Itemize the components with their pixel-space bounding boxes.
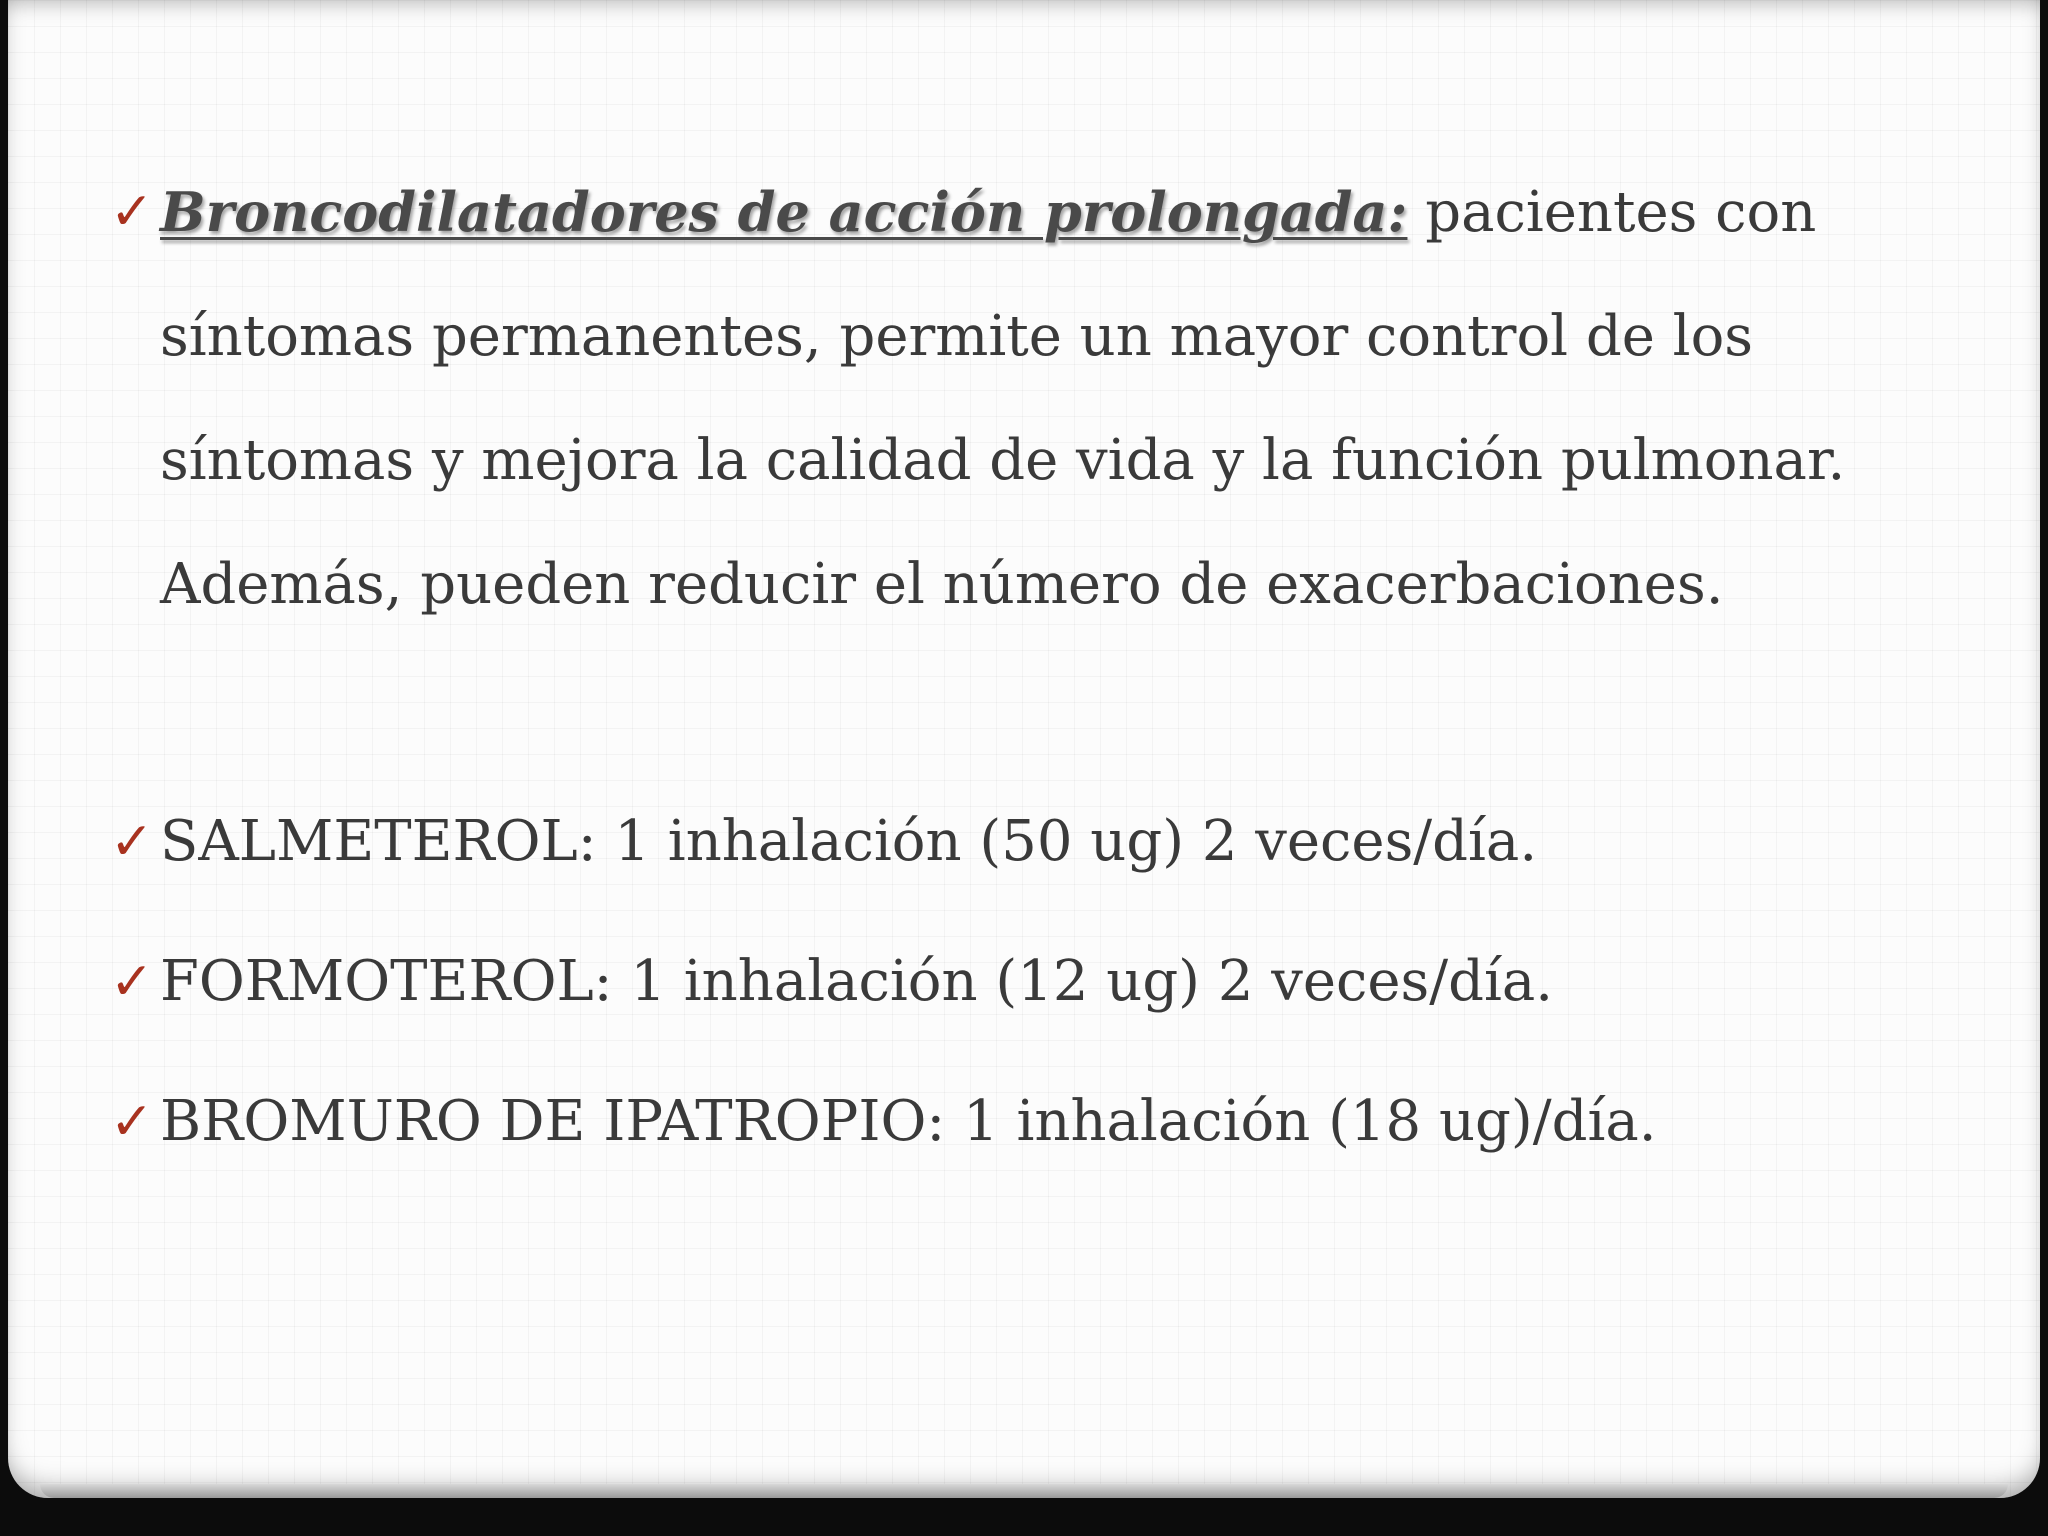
list-item [110,807,1970,877]
bullet-text: pacientes con síntomas permanentes, permite un mayor control de los síntomas y mejora la calidad de vida y la función pulmonar. Además, pueden reducir el número de exacerbaciones. [160,180,1846,617]
bullet-intro [110,150,1970,647]
page-curl-edge [40,1484,2008,1498]
checkmark-icon: ✓ [110,1092,154,1152]
list-item [110,1087,1970,1157]
drug-text: FORMOTEROL: 1 inhalación (12 ug) 2 veces/día. [160,949,1554,1014]
list-item [110,947,1970,1017]
slide-content [110,150,1970,1227]
spacer [110,647,1970,807]
drug-text: SALMETEROL: 1 inhalación (50 ug) 2 veces/día. [160,809,1538,874]
drug-text: BROMURO DE IPATROPIO: 1 inhalación (18 ug)/día. [160,1089,1657,1154]
bullet-term: Broncodilatadores de acción prolongada: [160,180,1408,244]
checkmark-icon: ✓ [110,952,154,1012]
checkmark-icon: ✓ [110,812,154,872]
checkmark-icon: ✓ [110,182,154,242]
drug-list [110,807,1970,1157]
